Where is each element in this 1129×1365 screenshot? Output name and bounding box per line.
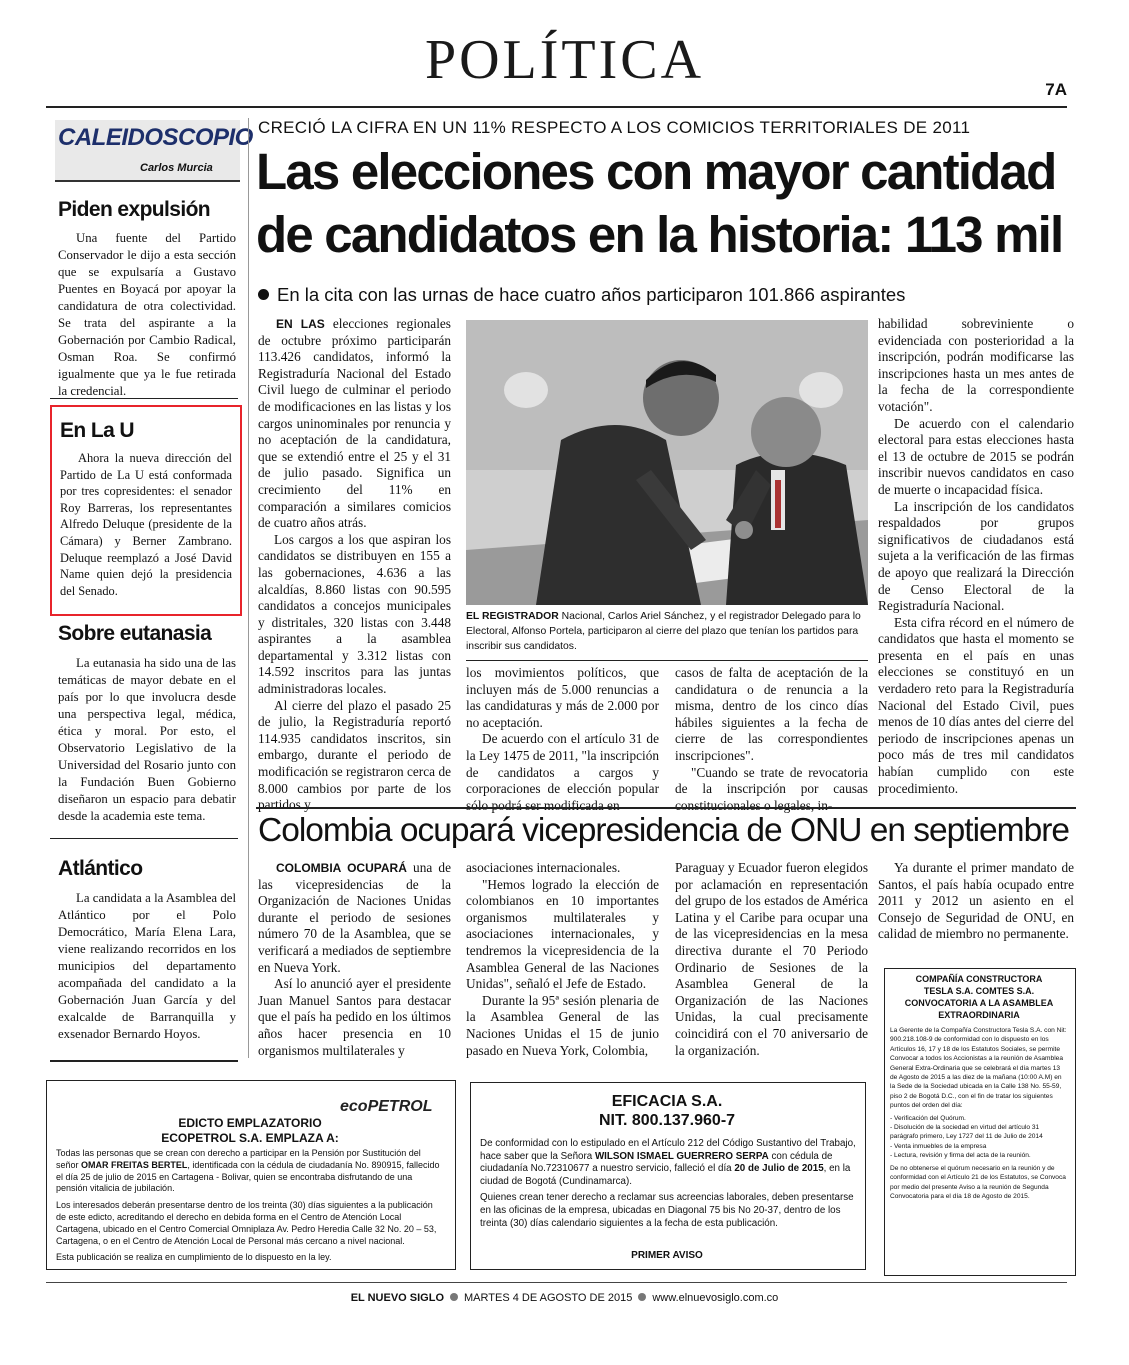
sidebar-item-text: Ahora la nueva dirección del Partido de La U está conformada por tres copresidentes: el senador Roy Barreras, los representantes Alfredo Deluque (presidente de la Cámara) y Berner Zambrano. Deluque reemplazó a José David Name quien dejó la presidencia del Senado. (60, 451, 232, 598)
paragraph: De acuerdo con el artículo 31 de la Ley 1475 de 2011, "la inscripción de candidatos a cargos y corporaciones de elección popular sólo podrá ser modificada en (466, 731, 659, 813)
article-column (258, 316, 451, 814)
notice-title-line: EFICACIA S.A. (611, 1093, 723, 1110)
paragraph: Así lo anunció ayer el presidente Juan Manuel Santos para destacar que el país ha pedido en los últimos años hacer presencia en 10 organismos multilaterales y (258, 976, 451, 1058)
sidebar-item-title: Atlántico (58, 857, 143, 880)
bullet-icon (450, 1293, 458, 1301)
lead-in: COLOMBIA OCUPARÁ (276, 861, 407, 875)
notice-title (884, 973, 1074, 1021)
photo-caption (466, 609, 868, 654)
notice-title (50, 1116, 450, 1146)
paragraph: Esta cifra récord en el número de candidatos que hasta el momento se presenta en el país en unas elecciones se constituyó en un verdadero reto para la Registraduría Nacional del Estado Civil, pues menos de 10 días antes del cierre del periodo de inscripciones apenas un poco más de tres mil candidatos habían cumplido con este procedimiento. (878, 614, 1074, 796)
sidebar-item-text: La eutanasia ha sido una de las temáticas de mayor debate en el país por lo que involucra desde una perspectiva legal, médica, ética y moral. Por esto, el Observatorio Legislativo de la Universidad del Rosario junto con la Fundación Buen Gobierno diseñaron un espacio para debatir desde la academia este tema. (58, 656, 236, 823)
notice-list-item: - Verificación del Quórum. (890, 1114, 966, 1122)
column-rule (248, 118, 249, 1058)
notice-title-line: NIT. 800.137.960-7 (598, 1112, 736, 1129)
column-name: CALEIDOSCOPIO (58, 124, 253, 151)
notice-name: OMAR FREITAS BERTEL (81, 1159, 188, 1170)
notice-body (480, 1138, 856, 1230)
notice-text: Todas las personas que se crean con derecho a participar en la Pensión por Sustitución del señor (56, 1148, 421, 1170)
notice-title-line: EXTRAORDINARIA (938, 1010, 1020, 1020)
paragraph: Al cierre del plazo el pasado 25 de julio, la Registraduría reportó 114.935 candidatos inscritos, sin embargo, durante el periodo de modificación se registraron cerca de 8.000 cambios por parte de los partidos y (258, 697, 451, 813)
sidebar-item-title: Sobre eutanasia (58, 622, 212, 645)
header-rule (46, 106, 1067, 108)
notice-date: 20 de Julio de 2015 (734, 1163, 824, 1175)
article-photo (466, 320, 868, 605)
footer-rule (46, 1282, 1067, 1283)
paragraph: Ya durante el primer mandato de Santos, el país había ocupado entre 2011 y 2012 un asiento en el Consejo de Seguridad de ONU, en calidad de miembro no permanente. (878, 860, 1074, 942)
sidebar-divider (50, 838, 238, 839)
paragraph: los movimientos políticos, que incluyen más de 5.000 renuncias a las candidaturas y más de 2.000 por no aceptación. (466, 665, 659, 730)
notice-title-line: EDICTO EMPLAZATORIO (178, 1116, 322, 1130)
sidebar-item-title: Piden expulsión (58, 198, 211, 221)
notice-title-line: CONVOCATORIA A LA ASAMBLEA (904, 998, 1054, 1008)
lead-in: EN LAS (276, 317, 325, 331)
paragraph: "Hemos logrado la elección de colombianos en 10 importantes organismos multilaterales y asociaciones internacionales, y tendremos la vicepresidencia de la Asamblea General de las Naciones Unidas", señaló el Jefe de Estado. (466, 876, 659, 992)
article2-headline: Colombia ocupará vicepresidencia de ONU en septiembre (258, 812, 1069, 849)
page-footer (0, 1292, 1129, 1304)
notice-list-item: - Venta inmuebles de la empresa (890, 1142, 987, 1150)
paragraph: Los cargos a los que aspiran los candidatos se distribuyen en 155 a las gobernaciones, 4.636 a las alcaldías, 8.860 listas con 90.595 candidatos a concejos municipales y distritales, 320 listas con 3.448 aspirantes a la asamblea departamental y 3.312 listas con 14.592 inscritos para las juntas administradoras locales. (258, 531, 451, 697)
notice-text: con cédula de ciudadanía No.72310677 a nuestro servicio, falleció el día (480, 1150, 833, 1175)
bullet-icon (638, 1293, 646, 1301)
caption-text: Nacional, Carlos Ariel Sánchez, y el registrador Delegado para lo Electoral, Alfonso Portela, participaron al cierre del plazo que tenían los partidos para inscribir sus candidatos. (466, 611, 861, 652)
notice-text: De no obtenerse el quórum necesario en la reunión y de conformidad con el Artículo 21 de los Estatutos, se Convoca por medio del presente Aviso a la reunión de Segunda Convocatoria para el día 18 de Agosto de 2015. (890, 1164, 1066, 1200)
paper-name: EL NUEVO SIGLO (350, 1292, 445, 1304)
article-kicker: CRECIÓ LA CIFRA EN UN 11% RESPECTO A LOS COMICIOS TERRITORIALES DE 2011 (258, 118, 971, 137)
footer-url[interactable]: www.elnuevosiglo.com.co (652, 1292, 779, 1304)
sidebar-item-text: Una fuente del Partido Conservador le dijo a esta sección que se expulsaría a Gustavo Puentes en Boyacá por apoyar la candidatura de otra colectividad. Se trata del aspirante a la Gobernación por Cambio Radical, Osman Roa. Se confirmó igualmente que ya le fue retirada la credencial. (58, 231, 236, 398)
article-column (878, 316, 1074, 797)
article-subhead (258, 284, 905, 306)
paragraph: elecciones regionales de octubre próximo participarán 113.426 candidatos, informó la Registraduría Nacional del Estado Civil luego de culminar el periodo de modificaciones en las listas y los cargos uninominales por renuncia y no aceptación de la candidatura, que se extendió entre el 25 y el 31 de julio pasado. Significa un crecimiento del 11% en comparación a similares comicios de cuatro años atrás. (258, 316, 451, 531)
notice-title-line: TESLA S.A. COMTES S.A. (923, 986, 1035, 996)
paragraph: una de las vicepresidencias de la Organización de Naciones Unidas durante el periodo de sesiones número 70 de la Asamblea, que se verificará a mediados de septiembre en Nueva York. (258, 860, 451, 975)
paragraph: asociaciones internacionales. (466, 860, 621, 875)
notice-text: La Gerente de la Compañía Constructora Tesla S.A. con Nit: 900.218.108-9 de conformidad con lo dispuesto en los Artículos 16, 17 y 18 de los Estatutos Sociales, se permite Convocar a todos los Accionistas a la reunión de Asamblea General Extra-Ordinaria que se celebrará el día martes 13 de Agosto de 2015 a las diez de la mañana (10:00 A.M) en la Sede de la Sociedad ubicada en la Calle 138 No. 55-59, piso 2 de Bogotá D.C., con el fin de tratar los siguientes puntos del orden del día: (890, 1027, 1067, 1110)
notice-text: De conformidad con lo estipulado en el Artículo 212 del Código Sustantivo del Trabajo, hace saber que la Señora (480, 1138, 856, 1162)
article-divider (256, 807, 1076, 809)
notice-text: Esta publicación se realiza en cumplimiento de lo dispuesto en la ley. (56, 1252, 332, 1263)
sidebar-item-text: La candidata a la Asamblea del Atlántico por el Polo Democrático, María Elena Lara, viene realizando recorridos en los municipios del departamento acompañada del candidato a la Gobernación Juan García y del exalcalde de Barranquilla y exsenador Bernardo Hoyos. (58, 891, 236, 1041)
sidebar-divider (50, 398, 238, 399)
notice-text: Los interesados deberán presentarse dentro de los treinta (30) días siguientes a la publicación de este edicto, acreditando el derecho en debida forma en el Centro de Atención Local Cartagena, ubicado en el Centro Comercial Omniplaza Av. Pedro Heredia Calle 32 No. 20 – 53, Cartagena, o en el Centro de Atención Local de Personal más cercano a nivel nacional. (56, 1200, 437, 1246)
article2-column (878, 860, 1074, 943)
section-title: POLÍTICA (424, 29, 705, 91)
paragraph: De acuerdo con el calendario electoral para estas elecciones hasta el 13 de octubre de 2015 se podrán inscribir nuevos candidatos en caso de muerte o incapacidad física. (878, 415, 1074, 497)
headline-line: Las elecciones con mayor cantidad (256, 143, 1056, 200)
caption-lead: EL REGISTRADOR (466, 611, 559, 622)
article2-column (675, 860, 868, 1059)
paragraph: casos de falta de aceptación de la candidatura o de renuncia a la misma, dentro de los cinco días hábiles siguientes a la fecha de cierre de las correspondientes inscripciones". (675, 665, 868, 763)
notice-body (890, 1026, 1068, 1201)
subhead-text: En la cita con las urnas de hace cuatro años participaron 101.866 aspirantes (277, 284, 906, 305)
paragraph: habilidad sobreviniente o evidenciada con posterioridad a la inscripción, podrán modificarse las inscripciones hasta un mes antes de la fecha de la correspondiente votación". (878, 316, 1074, 414)
ecopetrol-logo: ecoPETROL (340, 1098, 433, 1115)
notice-title-line: ECOPETROL S.A. EMPLAZA A: (161, 1131, 339, 1145)
notice-title-line: COMPAÑÍA CONSTRUCTORA (915, 974, 1043, 984)
article2-column (466, 860, 659, 1059)
sidebar-item-title: En La U (60, 419, 134, 442)
article-headline (256, 140, 1076, 266)
notice-list-item: - Disolución de la sociedad en virtud del artículo 31 parágrafo primero, Ley 1727 del 11 de Julio de 2014 (890, 1124, 1043, 1141)
sidebar-divider (50, 1060, 238, 1062)
caption-rule (466, 660, 868, 661)
notice-body (56, 1148, 444, 1264)
notice-text: Quienes crean tener derecho a reclamar sus acreencias laborales, deben presentarse en las oficinas de la empresa, ubicadas en Diagonal 75 bis No 20-37, dentro de los treinta (30) días calendario siguientes a la fecha de esta publicación. (480, 1192, 854, 1229)
page-number: 7A (1045, 80, 1067, 99)
officials-photo (466, 320, 868, 605)
article2-column (258, 860, 451, 1059)
footer-date: MARTES 4 DE AGOSTO DE 2015 (464, 1292, 633, 1304)
article-column (466, 665, 659, 814)
paragraph: "Cuando se trate de revocatoria de la inscripción por causas constitucionales o legales, in- (675, 764, 868, 813)
notice-title (470, 1092, 864, 1130)
notice-list-item: - Lectura, revisión y firma del acta de la reunión. (890, 1152, 1031, 1160)
paragraph: La inscripción de los candidatos respaldados por grupos significativos de ciudadanos está sujeta a la verificación de las firmas de apoyo que realizará la Dirección de Censo Electoral de la Registraduría Nacional. (878, 498, 1074, 614)
notice-text: , en la ciudad de Bogotá (Cundinamarca). (480, 1163, 851, 1187)
paragraph: Durante la 95ª sesión plenaria de la Asamblea General de las Naciones Unidas el 15 de junio pasado en Nueva York, Colombia, (466, 992, 659, 1058)
headline-line: de candidatos en la historia: 113 mil (256, 206, 1063, 263)
column-author: Carlos Murcia (140, 162, 213, 174)
notice-text: , identificada con la cédula de ciudadanía No. 890915, fallecido el día 25 de julio de 2015 en Cartagena - Bolivar, quien se encontraba disfrutando de una pensión vitalicia de jubilación. (56, 1159, 440, 1194)
notice-footer: PRIMER AVISO (631, 1250, 703, 1261)
notice-name: WILSON ISMAEL GUERRERO SERPA (594, 1150, 769, 1162)
bullet-icon (258, 289, 269, 300)
article-column (675, 665, 868, 814)
paragraph: Paraguay y Ecuador fueron elegidos por aclamación en representación del grupo de los estados de América Latina y el Caribe para ocupar una de las vicepresidencias en la mesa directiva durante el 70 Periodo Ordinario de Sesiones de la Asamblea General de la Organización de las Naciones Unidas, la cual precisamente coincidirá con el 70 aniversario de la organización. (675, 860, 868, 1058)
